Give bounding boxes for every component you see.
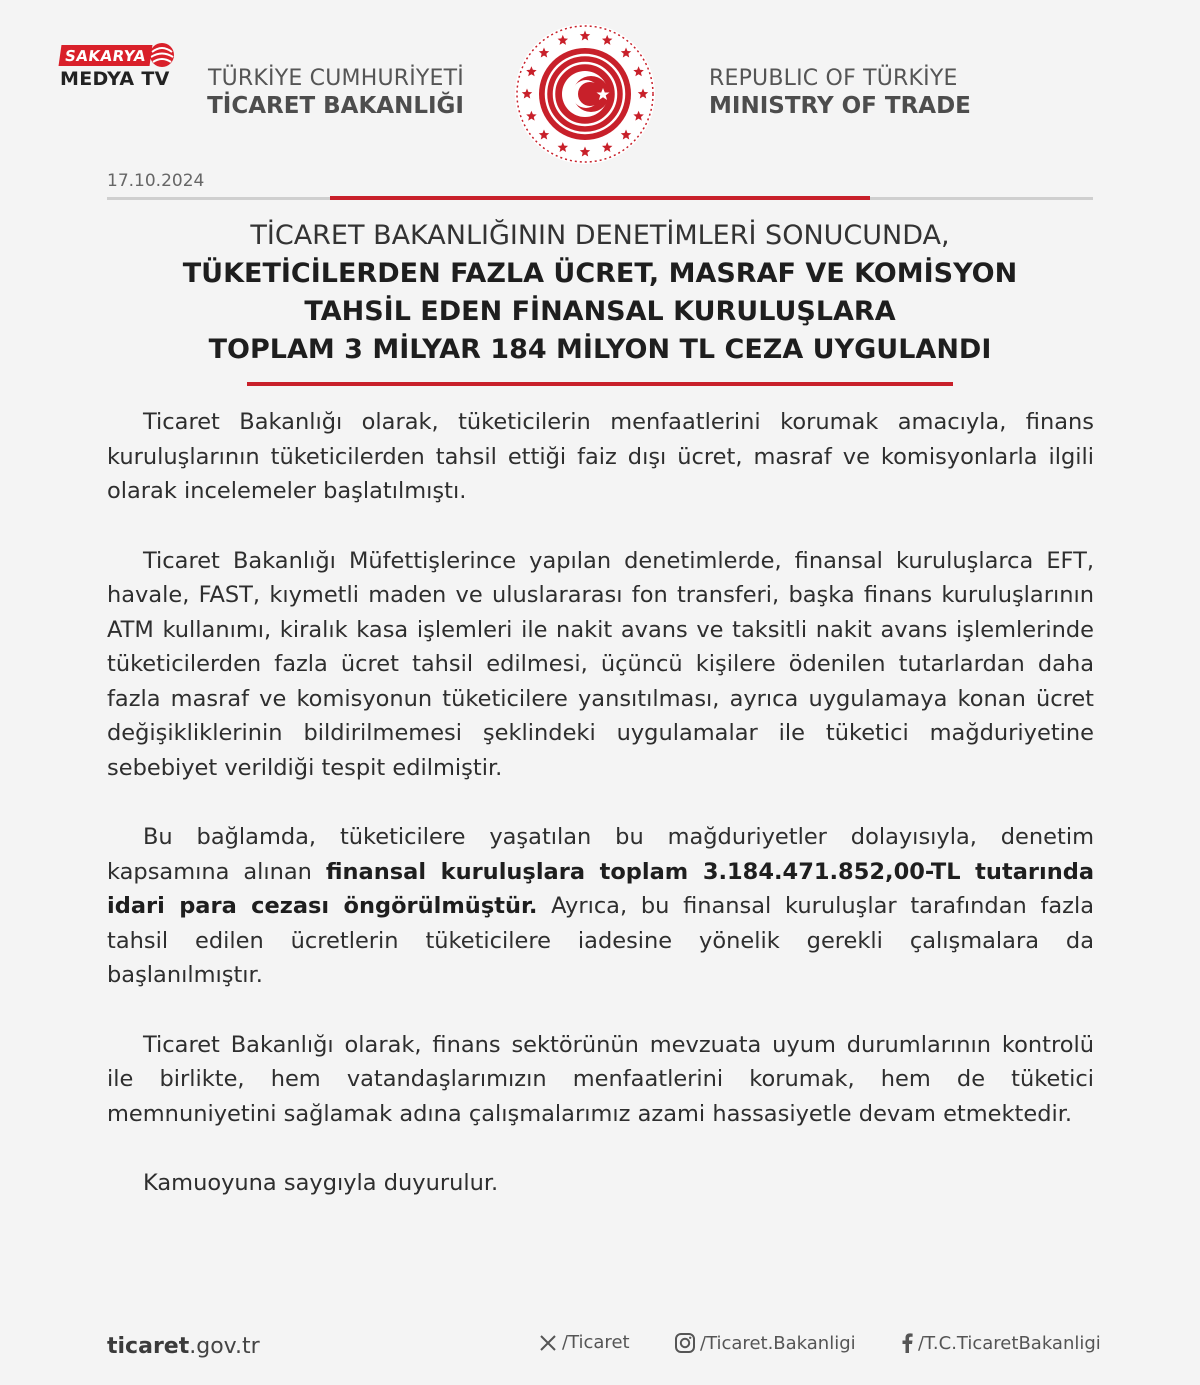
headline xyxy=(100,217,1100,369)
header-country-en: REPUBLIC OF TÜRKİYE xyxy=(709,66,958,91)
article-body xyxy=(107,405,1094,1236)
headline-line-1: TİCARET BAKANLIĞININ DENETİMLERİ SONUCUNDA, xyxy=(250,220,950,251)
header-left-block xyxy=(207,66,464,119)
instagram-icon xyxy=(674,1332,696,1354)
paragraph-1: Ticaret Bakanlığı olarak, tüketicilerin menfaatlerini korumak amacıyla, finans kuruluşlarının tüketicilerden tahsil ettiği faiz dışı ücret, masraf ve komisyonlarla ilgili olarak incelemeler başlatılmıştı. xyxy=(107,409,1094,504)
facebook-link[interactable] xyxy=(900,1332,1101,1354)
paragraph-2: Ticaret Bakanlığı Müfettişlerince yapılan denetimlerde, finansal kuruluşlarca EFT, havale, FAST, kıymetli maden ve uluslararası fon transferi, başka finans kuruluşlarının ATM kullanımı, kiralık kasa işlemleri ile nakit avans ve taksitli nakit avans işlemlerinde tüketicilerden fazla ücret tahsil edilmesi, üçüncü kişilere ödenilen tutarlardan daha fazla masraf ve komisyonun tüketicilere yansıtılması, ayrıca uygulamaya konan ücret değişikliklerinin bildirilmemesi şeklindeki uygulamalar ile tüketici mağduriyetine sebebiyet verildiği tespit edilmiştir. xyxy=(107,547,1094,781)
website-domain-bold: ticaret xyxy=(107,1334,190,1359)
release-date: 17.10.2024 xyxy=(107,171,205,191)
facebook-icon xyxy=(900,1332,914,1354)
facebook-handle: /T.C.TicaretBakanligi xyxy=(918,1332,1101,1354)
fine-amount-highlight: finansal kuruluşlara toplam 3.184.471.852,00-TL tutarında idari para cezası öngörülmüştür. xyxy=(107,858,1095,919)
website-link[interactable] xyxy=(107,1334,260,1359)
paragraph-3-rest: Ayrıca, bu finansal kuruluşlar tarafından fazla tahsil edilen ücretlerin tüketicilere iadesine yönelik gerekli çalışmalara da başlanılmıştır. xyxy=(107,893,1094,988)
headline-line-3: TAHSİL EDEN FİNANSAL KURULUŞLARA xyxy=(304,296,896,327)
ministry-emblem-icon xyxy=(513,22,657,166)
header-ministry-en: MINISTRY OF TRADE xyxy=(709,93,971,119)
header-country-tr: TÜRKİYE CUMHURİYETİ xyxy=(207,66,464,91)
header-accent-divider xyxy=(330,196,870,200)
instagram-link[interactable] xyxy=(674,1332,856,1354)
x-link[interactable] xyxy=(538,1332,630,1353)
instagram-handle: /Ticaret.Bakanligi xyxy=(700,1332,856,1354)
x-icon xyxy=(538,1333,558,1353)
watermark-bottom-text: MEDYA TV xyxy=(60,68,170,90)
paragraph-3 xyxy=(107,820,1094,993)
watermark-top-text: SAKARYA xyxy=(59,45,153,66)
footer xyxy=(107,1332,1101,1364)
header-ministry-tr: TİCARET BAKANLIĞI xyxy=(207,93,464,119)
closing-line: Kamuoyuna saygıyla duyurulur. xyxy=(143,1170,499,1196)
paragraph-3-intro: Bu bağlamda, tüketicilere yaşatılan bu mağduriyetler dolayısıyla, denetim kapsamına alınan xyxy=(107,824,1094,885)
headline-line-2: TÜKETİCİLERDEN FAZLA ÜCRET, MASRAF VE KOMİSYON xyxy=(182,258,1018,289)
headline-line-4: TOPLAM 3 MİLYAR 184 MİLYON TL CEZA UYGULANDI xyxy=(208,334,992,365)
paragraph-4: Ticaret Bakanlığı olarak, finans sektörünün mevzuata uyum durumlarının kontrolü ile birlikte, hem vatandaşlarımızın menfaatlerini korumak, hem de tüketici memnuniyetini sağlamak adına çalışmalarımız azami hassasiyetle devam etmektedir. xyxy=(107,1031,1094,1127)
watermark-logo xyxy=(60,40,192,90)
website-domain-suffix: .gov.tr xyxy=(189,1334,260,1359)
x-handle: /Ticaret xyxy=(562,1332,630,1353)
header-right-block xyxy=(709,66,971,119)
headline-divider xyxy=(247,382,953,386)
